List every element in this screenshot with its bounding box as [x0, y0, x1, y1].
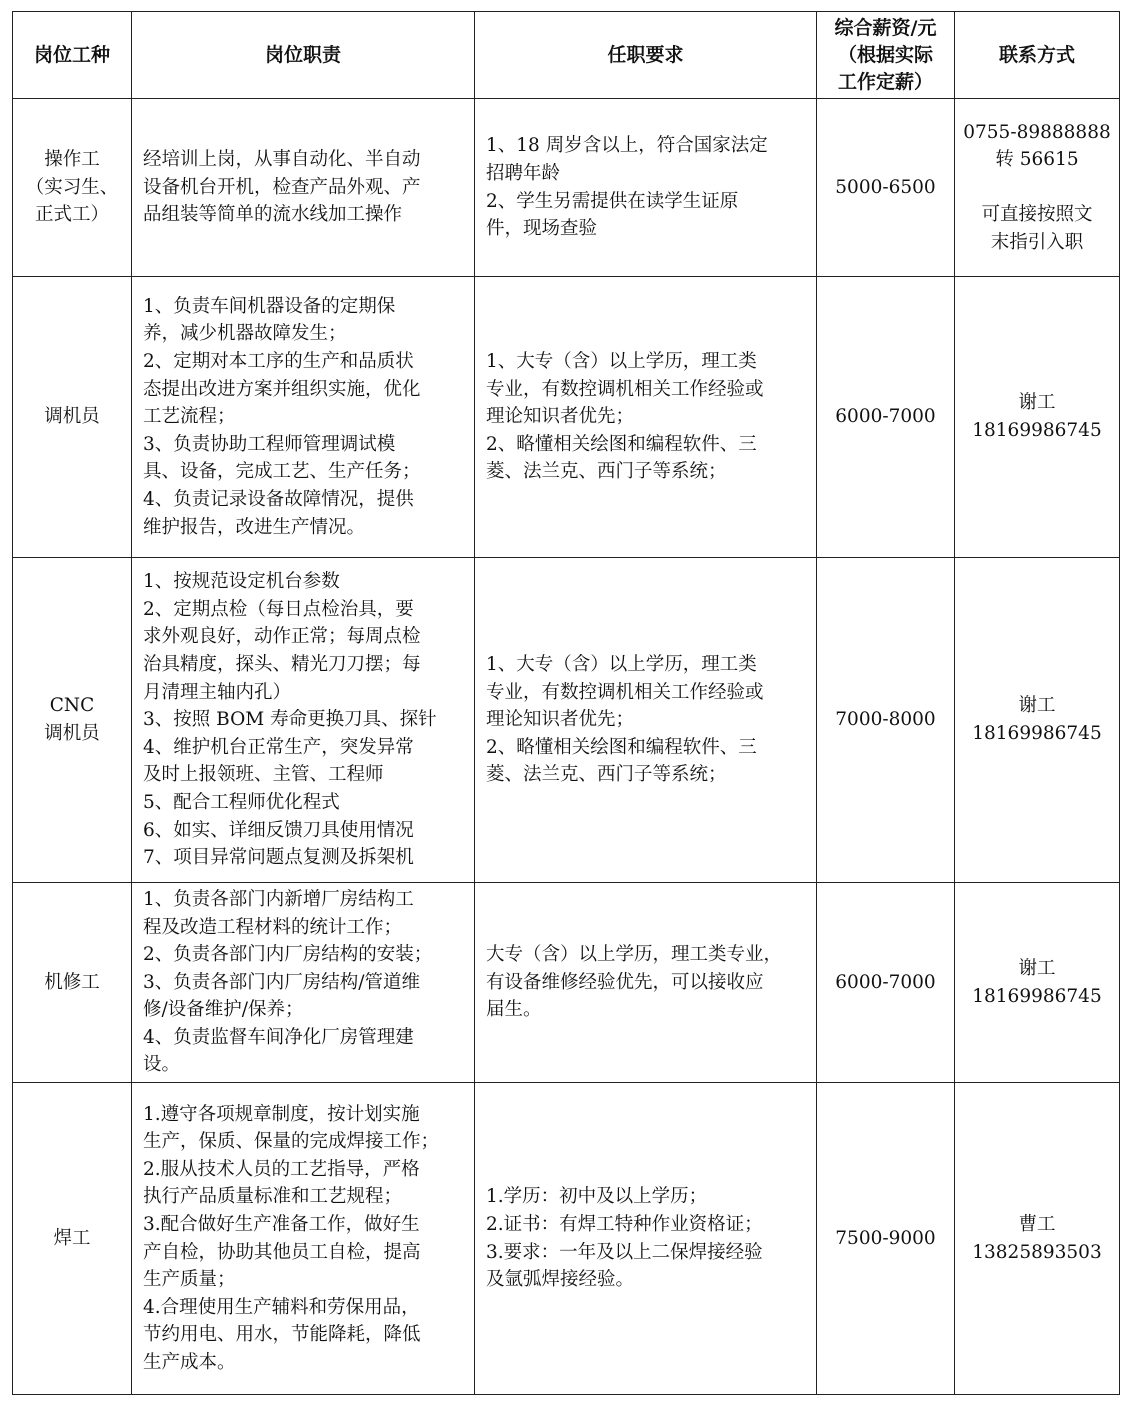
- cell-requirements: 1、18 周岁含以上，符合国家法定 招聘年龄 2、学生另需提供在读学生证原 件，现场查验: [475, 99, 817, 277]
- cell-requirements: 1、大专（含）以上学历，理工类 专业，有数控调机相关工作经验或 理论知识者优先； 2、略懂相关绘图和编程软件、三 菱、法兰克、西门子等系统；: [475, 277, 817, 558]
- job-table: [12, 11, 1120, 1395]
- cell-position: 操作工 （实习生、 正式工）: [13, 99, 132, 277]
- cell-requirements: 1.学历：初中及以上学历； 2.证书：有焊工特种作业资格证； 3.要求：一年及以上二保焊接经验 及氩弧焊接经验。: [475, 1083, 817, 1395]
- header-position: 岗位工种: [13, 12, 132, 99]
- cell-position: CNC 调机员: [13, 558, 132, 883]
- header-row: [13, 12, 1120, 99]
- cell-requirements: 1、大专（含）以上学历，理工类 专业，有数控调机相关工作经验或 理论知识者优先； 2、略懂相关绘图和编程软件、三 菱、法兰克、西门子等系统；: [475, 558, 817, 883]
- cell-position: 焊工: [13, 1083, 132, 1395]
- cell-contact: 谢工 18169986745: [955, 558, 1120, 883]
- table-row: [13, 558, 1120, 883]
- cell-salary: 5000-6500: [817, 99, 955, 277]
- cell-contact: 谢工 18169986745: [955, 883, 1120, 1083]
- cell-salary: 6000-7000: [817, 277, 955, 558]
- header-salary: 综合薪资/元 （根据实际 工作定薪）: [817, 12, 955, 99]
- cell-requirements: 大专（含）以上学历，理工类专业， 有设备维修经验优先，可以接收应 届生。: [475, 883, 817, 1083]
- table-row: [13, 99, 1120, 277]
- table-row: [13, 883, 1120, 1083]
- cell-salary: 6000-7000: [817, 883, 955, 1083]
- header-duties: 岗位职责: [132, 12, 475, 99]
- cell-duties: 1、按规范设定机台参数 2、定期点检（每日点检治具，要 求外观良好，动作正常；每周点检 治具精度，探头、精光刀刀摆；每 月清理主轴内孔） 3、按照 BOM 寿命更换刀具、探针 4、维护机台正常生产，突发异常 及时上报领班、主管、工程师 5、配合工程师优化程式 6、如实、详细反馈刀具使用情况 7、项目异常问题点复测及拆架机: [132, 558, 475, 883]
- header-contact: 联系方式: [955, 12, 1120, 99]
- cell-duties: 1.遵守各项规章制度，按计划实施 生产，保质、保量的完成焊接工作； 2.服从技术人员的工艺指导，严格 执行产品质量标准和工艺规程； 3.配合做好生产准备工作，做好生 产自检，协助其他员工自检，提高 生产质量； 4.合理使用生产辅料和劳保用品， 节约用电、用水，节能降耗，降低 生产成本。: [132, 1083, 475, 1395]
- table-row: [13, 277, 1120, 558]
- cell-contact: 0755-89888888 转 56615 可直接按照文 末指引入职: [955, 99, 1120, 277]
- header-requirements: 任职要求: [475, 12, 817, 99]
- cell-position: 机修工: [13, 883, 132, 1083]
- table-row: [13, 1083, 1120, 1395]
- cell-salary: 7000-8000: [817, 558, 955, 883]
- cell-salary: 7500-9000: [817, 1083, 955, 1395]
- cell-contact: 谢工 18169986745: [955, 277, 1120, 558]
- cell-contact: 曹工 13825893503: [955, 1083, 1120, 1395]
- cell-position: 调机员: [13, 277, 132, 558]
- cell-duties: 1、负责各部门内新增厂房结构工 程及改造工程材料的统计工作； 2、负责各部门内厂房结构的安装； 3、负责各部门内厂房结构/管道维 修/设备维护/保养； 4、负责监督车间净化厂房管理建 设。: [132, 883, 475, 1083]
- cell-duties: 经培训上岗，从事自动化、半自动 设备机台开机，检查产品外观、产 品组装等简单的流水线加工操作: [132, 99, 475, 277]
- cell-duties: 1、负责车间机器设备的定期保 养，减少机器故障发生； 2、定期对本工序的生产和品质状 态提出改进方案并组织实施，优化 工艺流程； 3、负责协助工程师管理调试模 具、设备，完成工艺、生产任务； 4、负责记录设备故障情况，提供 维护报告，改进生产情况。: [132, 277, 475, 558]
